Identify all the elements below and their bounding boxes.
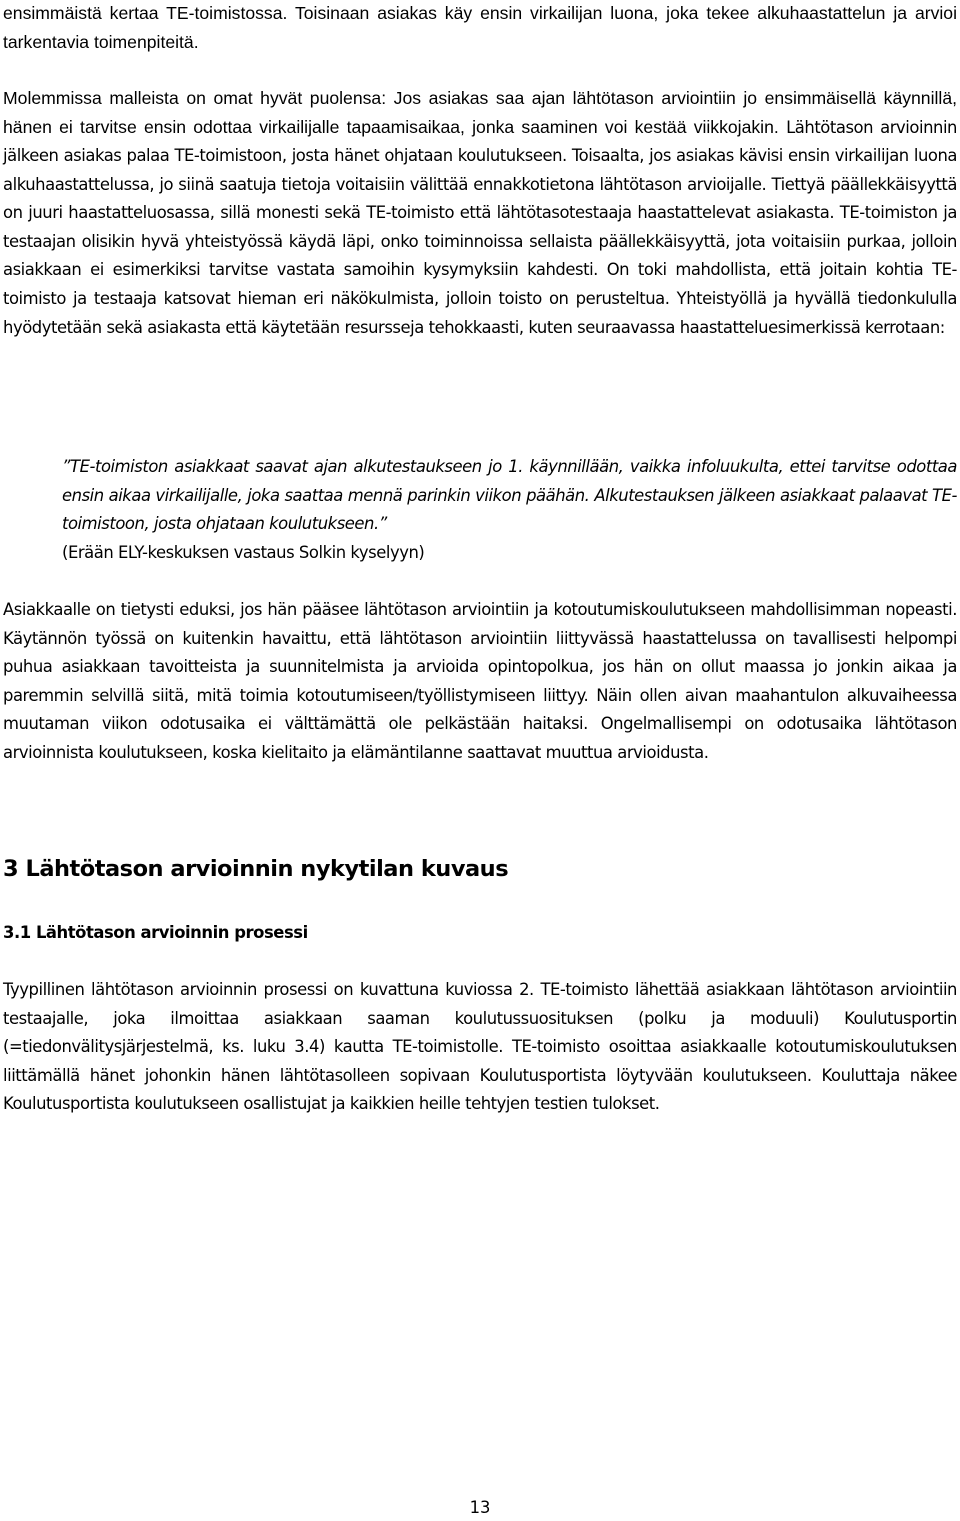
paragraph-intro-end: ensimmäistä kertaa TE-toimistossa. Toisinaan asiakas käy ensin virkailijan luona, joka tekee alkuhaastattelun ja arvioi tarkentavia toimenpiteitä. [3, 3, 957, 52]
section-heading: 3 Lähtötason arvioinnin nykytilan kuvaus [3, 856, 509, 882]
subsection-heading: 3.1 Lähtötason arvioinnin prosessi [3, 923, 308, 942]
paragraph-models-sentence-a: Molemmissa malleista on omat hyvät puolensa: Jos asiakas saa ajan lähtötason arviointiin jo ensimmäisellä käynnillä, hänen ei tarvitse ensin odottaa virkailijalle tapaamisaikaa, jonka saaminen voi kestää viikkojakin. [3, 88, 957, 137]
paragraph-process: Tyypillinen lähtötason arvioinnin prosessi on kuvattuna kuviossa 2. TE-toimisto lähettää asiakkaan lähtötason arviointiin testaajalle, joka ilmoittaa asiakkaan saaman koulutussuosituksen (polku ja moduuli) Koulutusportin (=tiedonvälitysjärjestelmä, ks. luku 3.4) kautta TE-toimistolle. TE-toimisto osoittaa asiakkaalle kotoutumiskoulutuksen liittämällä hänet johonkin hänen lähtötasolleen sopivaan Koulutusportista löytyvään koulutukseen. Kouluttaja näkee Koulutusportista koulutukseen osallistujat ja kaikkien heille tehtyjen testien tulokset. [3, 980, 957, 1114]
quote-source: (Erään ELY-keskuksen vastaus Solkin kyselyyn) [62, 542, 425, 562]
paragraph-models [3, 84, 957, 342]
paragraph-benefit: Asiakkaalle on tietysti eduksi, jos hän pääsee lähtötason arviointiin ja kotoutumiskoulutukseen mahdollisimman nopeasti. Käytännön työssä on kuitenkin havaittu, että lähtötason arviointiin liittyvässä haastattelussa on tavallisesti helpompi puhua asiakkaan tavoitteista ja suunnitelmista ja arvioida opintopolkua, jos hän on ollut maassa jo jonkin aikaa ja paremmin selvillä siitä, mitä toimia kotoutumiseen/työllistymiseen liittyy. Näin ollen aivan maahantulon alkuvaiheessa muutaman viikon odotusaika ei välttämättä ole pelkästään haitaksi. Ongelmallisempi on odotusaika lähtötason arvioinnista koulutukseen, koska kielitaito ja elämäntilanne saattavat muuttua arvioidusta. [3, 600, 957, 762]
paragraph-models-sentence-b: Lähtötason arvioinnin jälkeen asiakas palaa TE-toimistoon, josta hänet ohjataan koulutukseen. Toisaalta, jos asiakas kävisi ensin virkailijan luona alkuhaastattelussa, jo siinä saatuja tietoja voitaisiin välittää ennakkotietona lähtötason arvioijalle. Tiettyä päällekkäisyyttä on juuri haastatteluosassa, sillä monesti sekä TE-toimisto että lähtötasotestaaja haastattelevat asiakasta. TE-toimiston ja testaajan olisikin hyvä yhteistyössä käydä läpi, onko toiminnoissa sellaista päällekkäisyyttä, jota voitaisiin purkaa, jolloin asiakkaan ei esimerkiksi tarvitse vastata samoihin kysymyksiin kahdesti. On toki mahdollista, että joitain kohtia TE-toimisto ja testaaja katsovat hieman eri näkökulmista, jolloin toisto on perusteltua. Yhteistyöllä ja hyvällä tiedonkululla hyödytetään sekä asiakasta että käytetään resursseja tehokkaasti, kuten seuraavassa haastatteluesimerkissä kerrotaan: [3, 117, 957, 337]
page-number: 13 [469, 1498, 491, 1517]
quote-text: ”TE-toimiston asiakkaat saavat ajan alkutestaukseen jo 1. käynnillään, vaikka infoluukulta, ettei tarvitse odottaa ensin aikaa virkailijalle, joka saattaa mennä parinkin viikon päähän. Alkutestauksen jälkeen asiakkaat palaavat TE-toimistoon, josta ohjataan koulutukseen.” [62, 457, 957, 533]
interview-quote [62, 453, 957, 567]
